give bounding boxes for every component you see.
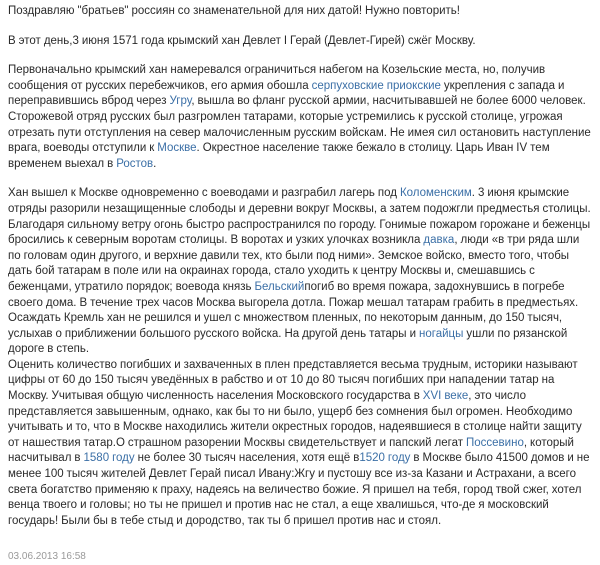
link-belsky[interactable]: Бельский — [254, 280, 305, 293]
text-span: Оценить количество погибших и захваченных в плен представляется весьма трудным, историки называют цифры от 60 до 150 тысяч уведённых в рабство и от 10 до 80 тысяч погибших при нападении татар на Москву. Учитывая общую численность населения Московского государства в — [8, 358, 578, 403]
text-span: ушли по рязанской дороге в степь. — [8, 327, 568, 356]
text-span: погиб во время пожара, задохнувшись в погребе своего дома. В течение трех часов Москва выгорела дотла. Пожар мешал татарам грабить в предместьях. Осаждать Кремль хан не решился и ушел с множеством пленных, по некоторым данным, до 150 тысяч, услыхав о приближении большого русского войска. На другой день татары и — [8, 280, 579, 340]
text-span: , который насчитывал в — [8, 436, 574, 465]
text-span: в Москве было 41500 домов и не менее 100 тысяч жителей Девлет Герай писал Ивану:Жгу и пустошу все из-за Казани и Астрахани, а всего света богатство применяю к праху, надеясь на величество божие. Я пришел на тебя, город твой сжег, хотел венца твоего и головы; но ты не пришел и против нас не стал, а еще хвалишься, что-де я московский государь! Были бы в тебе стыд и дородство, так ты б пришел против нас и стоял. — [8, 452, 590, 527]
post-timestamp: 03.06.2013 16:58 — [8, 551, 86, 562]
text-span: . Окрестное население также бежало в столицу. Царь Иван IV тем временем выехал в — [8, 142, 550, 170]
fire-paragraph — [8, 186, 592, 358]
link-rostov[interactable]: Ростов — [116, 157, 154, 170]
text-span: . 3 июня крымские отряды разорили незащищенные слободы и деревни вокруг Москвы, а затем подожгли предместья столицы. Благодаря сильному ветру огонь быстро распространился по городу. Гонимые пожаром горожане и беженцы бросились к северным воротам столицы. В воротах и узких улочках возникла — [8, 187, 591, 247]
link-possevino[interactable]: Поссевино — [466, 436, 524, 449]
aftermath-paragraph — [8, 358, 592, 530]
text-span: , это число представляется завышенным, однако, как бы то ни было, ущерб без сомнения был огромен. Необходимо учитывать и то, что в Москве находились жители окрестных городов, надеявшиеся в столице найти защиту от нашествия татар.О страшном разорении Москвы свидетельствует и папский легат — [8, 390, 582, 449]
link-16th-century[interactable]: XVI веке — [422, 390, 469, 403]
link-kolomenskoye[interactable]: Коломенским — [399, 187, 472, 200]
intro-paragraph: В этот день,3 июня 1571 года крымский хан Девлет I Герай (Девлет-Гирей) сжёг Москву. — [8, 34, 476, 47]
link-year-1520[interactable]: 1520 году — [359, 452, 411, 465]
text-span: , вышла во фланг русской армии, насчитывавшей не более 6000 человек. Сторожевой отряд русских был разгромлен татарами, которые устремились к русской столице, угрожая отрезать пути отступления на север малочисленным русским войскам. Не имея сил остановить наступление врага, воеводы отступили к — [8, 95, 591, 155]
text-span: укрепления с запада и переправившись вброд через — [8, 79, 565, 108]
text-span: не более 30 тысяч населения, хотя ещё в — [134, 452, 360, 465]
text-span: Хан вышел к Москве одновременно с воеводами и разграбил лагерь под — [8, 187, 400, 200]
link-year-1580[interactable]: 1580 году — [83, 452, 135, 465]
link-moscow[interactable]: Москве — [157, 142, 197, 155]
link-serpukhov-oka[interactable]: серпуховские приокские — [311, 79, 441, 92]
invasion-paragraph — [8, 63, 592, 172]
link-crush[interactable]: давка — [423, 234, 455, 247]
text-span: , люди «в три ряда шли по головам один другого, и верхние давили тех, кто были под ними». Земское войско, вместо того, чтобы дать бой татарам в поле или на окраинах города, стало уходить к центру Москвы и, смешавшись с беженцами, утратило порядок; воевода князь — [8, 234, 580, 293]
text-span: Первоначально крымский хан намеревался ограничиться набегом на Козельские места, но, получив сообщения от русских перебежчиков, его армия обошла — [8, 64, 546, 92]
link-ugra[interactable]: Угру — [169, 95, 192, 108]
greeting-paragraph: Поздравляю "братьев" россиян со знаменательной для них датой! Нужно повторить! — [8, 5, 460, 17]
text-span: . — [153, 157, 157, 170]
link-nogais[interactable]: ногайцы — [419, 327, 464, 340]
